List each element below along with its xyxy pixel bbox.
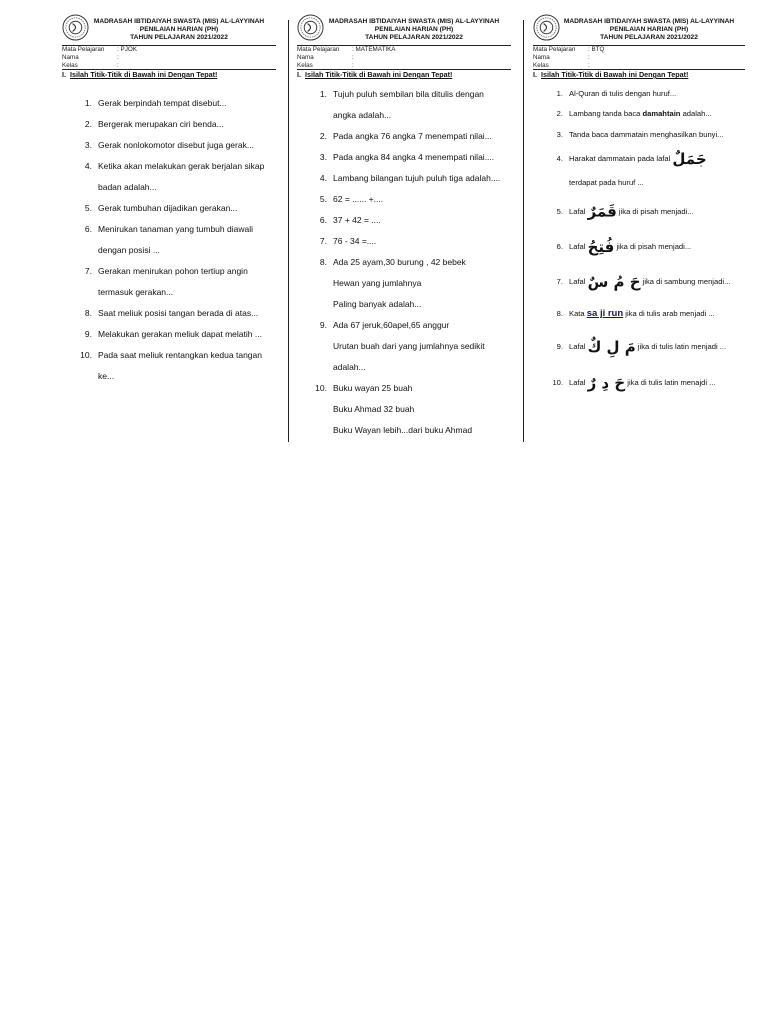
list-item: 9. Ada 67 jeruk,60apel,65 anggur — [319, 320, 450, 330]
student-info — [297, 46, 511, 70]
list-item: 6. Menirukan tanaman yang tumbuh diawali — [84, 224, 253, 234]
instruction: I. Isilah Titik-Titik di Bawah ini Dengan Tepat! — [533, 70, 689, 79]
list-item: 2. Bergerak merupakan ciri benda... — [84, 119, 224, 129]
list-item: 4. Harakat dammatain pada lafal جَمَلٌ — [556, 150, 707, 168]
arabic-word: حَ دِ رٌ — [587, 374, 626, 392]
list-item: 3. Pada angka 84 angka 4 menempati nilai.... — [319, 152, 495, 162]
list-item: Hewan yang jumlahnya — [333, 278, 422, 288]
subject-label: Mata Pelajaran — [533, 46, 576, 53]
name-colon: : — [352, 54, 354, 61]
list-item: dengan posisi ... — [98, 245, 160, 255]
exam-title: PENILAIAN HARIAN (PH) — [139, 25, 219, 33]
school-name: MADRASAH IBTIDAIYAH SWASTA (MIS) AL-LAYYINAH — [93, 18, 265, 25]
list-item: Urutan buah dari yang jumlahnya sedikit — [333, 341, 485, 351]
class-label: Kelas — [533, 62, 549, 69]
exam-title: PENILAIAN HARIAN (PH) — [609, 25, 689, 33]
list-item: 8. Saat meliuk posisi tangan berada di atas... — [84, 308, 259, 318]
instruction: I. Isilah Titik-Titik di Bawah ini Dengan Tepat! — [62, 70, 218, 79]
class-label: Kelas — [297, 62, 313, 69]
list-item: 5. 62 = ...... +.... — [319, 194, 384, 204]
list-item: 8. Ada 25 ayam,30 burung , 42 bebek — [319, 257, 466, 267]
name-label: Nama — [533, 54, 550, 61]
school-name: MADRASAH IBTIDAIYAH SWASTA (MIS) AL-LAYYINAH — [563, 18, 735, 25]
subject-value: : BTQ — [588, 46, 605, 53]
list-item: 9. Melakukan gerakan meliuk dapat melatih ... — [84, 329, 262, 339]
question-list — [297, 84, 511, 441]
list-item: 7. Gerakan menirukan pohon tertiup angin — [84, 266, 248, 276]
list-item: badan adalah... — [98, 182, 157, 192]
list-item: 7. Lafal حَ مُ سٌ jika di sambung menjadi... — [556, 273, 731, 291]
subject-value: : MATEMATIKA — [352, 46, 396, 53]
list-item: ke... — [98, 371, 115, 381]
list-item: 4. Ketika akan melakukan gerak berjalan sikap — [84, 161, 265, 171]
school-year: TAHUN PELAJARAN 2021/2022 — [365, 33, 463, 41]
list-item: 1. Gerak berpindah tempat disebut... — [84, 98, 227, 108]
school-year: TAHUN PELAJARAN 2021/2022 — [130, 33, 228, 41]
class-label: Kelas — [62, 62, 78, 69]
arabic-word: فُتِحُ — [587, 238, 615, 256]
class-colon: : — [117, 62, 119, 69]
column-divider — [288, 20, 289, 442]
list-item: 9. Lafal مَ لِ كٌ jika di tulis latin menjadi ... — [556, 338, 727, 356]
list-item: 4. Lambang bilangan tujuh puluh tiga adalah.... — [319, 173, 501, 183]
arabic-word: جَمَلٌ — [672, 150, 707, 168]
sheet-header — [62, 14, 276, 46]
sheet-header — [533, 14, 745, 46]
subject-value: : PJOK — [117, 46, 137, 53]
list-item: 1. Tujuh puluh sembilan bila ditulis dengan — [319, 89, 484, 99]
student-info — [533, 46, 745, 70]
instruction: I. Isilah Titik-Titik di Bawah ini Dengan Tepat! — [297, 70, 453, 79]
arabic-word: مَ لِ كٌ — [587, 338, 636, 356]
sheet-header — [297, 14, 511, 46]
name-colon: : — [117, 54, 119, 61]
list-item: Buku Ahmad 32 buah — [333, 404, 415, 414]
list-item: 6. Lafal فُتِحُ jika di pisah menjadi... — [556, 238, 692, 256]
name-colon: : — [588, 54, 590, 61]
subject-label: Mata Pelajaran — [297, 46, 340, 53]
list-item: 6. 37 + 42 = .... — [319, 215, 381, 225]
list-item: terdapat pada huruf ... — [569, 178, 644, 187]
name-label: Nama — [297, 54, 314, 61]
sheet-btq — [533, 14, 745, 401]
class-colon: : — [352, 62, 354, 69]
name-label: Nama — [62, 54, 79, 61]
arabic-word: حَ مُ سٌ — [587, 273, 641, 291]
school-name: MADRASAH IBTIDAIYAH SWASTA (MIS) AL-LAYYINAH — [328, 18, 500, 25]
school-year: TAHUN PELAJARAN 2021/2022 — [600, 33, 698, 41]
question-list — [62, 93, 276, 387]
sheet-matematika — [297, 14, 511, 441]
arabic-word: قَمَرٌ — [587, 202, 617, 221]
list-item: 5. Lafal قَمَرٌ jika di pisah menjadi... — [556, 202, 694, 221]
subject-label: Mata Pelajaran — [62, 46, 105, 53]
list-item: 10. Pada saat meliuk rentangkan kedua tangan — [80, 350, 262, 360]
list-item: 10. Lafal حَ دِ رٌ jika di tulis latin menajdi ... — [552, 374, 716, 392]
exam-title: PENILAIAN HARIAN (PH) — [374, 25, 454, 33]
list-item: 10. Buku wayan 25 buah — [315, 383, 413, 393]
list-item: 2. Pada angka 76 angka 7 menempati nilai... — [319, 131, 492, 141]
list-item: 8. Kata sa ji run jika di tulis arab menjadi ... — [556, 308, 715, 319]
list-item: 3. Gerak nonlokomotor disebut juga gerak... — [84, 140, 254, 150]
list-item: 2. Lambang tanda baca damahtain adalah... — [556, 109, 712, 118]
list-item: 1. Al-Quran di tulis dengan huruf... — [556, 89, 677, 98]
list-item: angka adalah... — [333, 110, 392, 120]
list-item: termasuk gerakan... — [98, 287, 174, 297]
question-list — [533, 84, 745, 401]
list-item: 7. 76 - 34 =.... — [319, 236, 377, 246]
student-info — [62, 46, 276, 70]
list-item: Buku Wayan lebih...dari buku Ahmad — [333, 425, 473, 435]
list-item: adalah... — [333, 362, 366, 372]
class-colon: : — [588, 62, 590, 69]
list-item: 3. Tanda baca dammatain menghasilkan bunyi... — [556, 130, 724, 139]
sheet-pjok — [62, 14, 276, 387]
list-item: 5. Gerak tumbuhan dijadikan gerakan... — [84, 203, 238, 213]
latin-word: sa ji run — [586, 308, 624, 319]
column-divider — [523, 20, 524, 442]
list-item: Paling banyak adalah... — [333, 299, 422, 309]
